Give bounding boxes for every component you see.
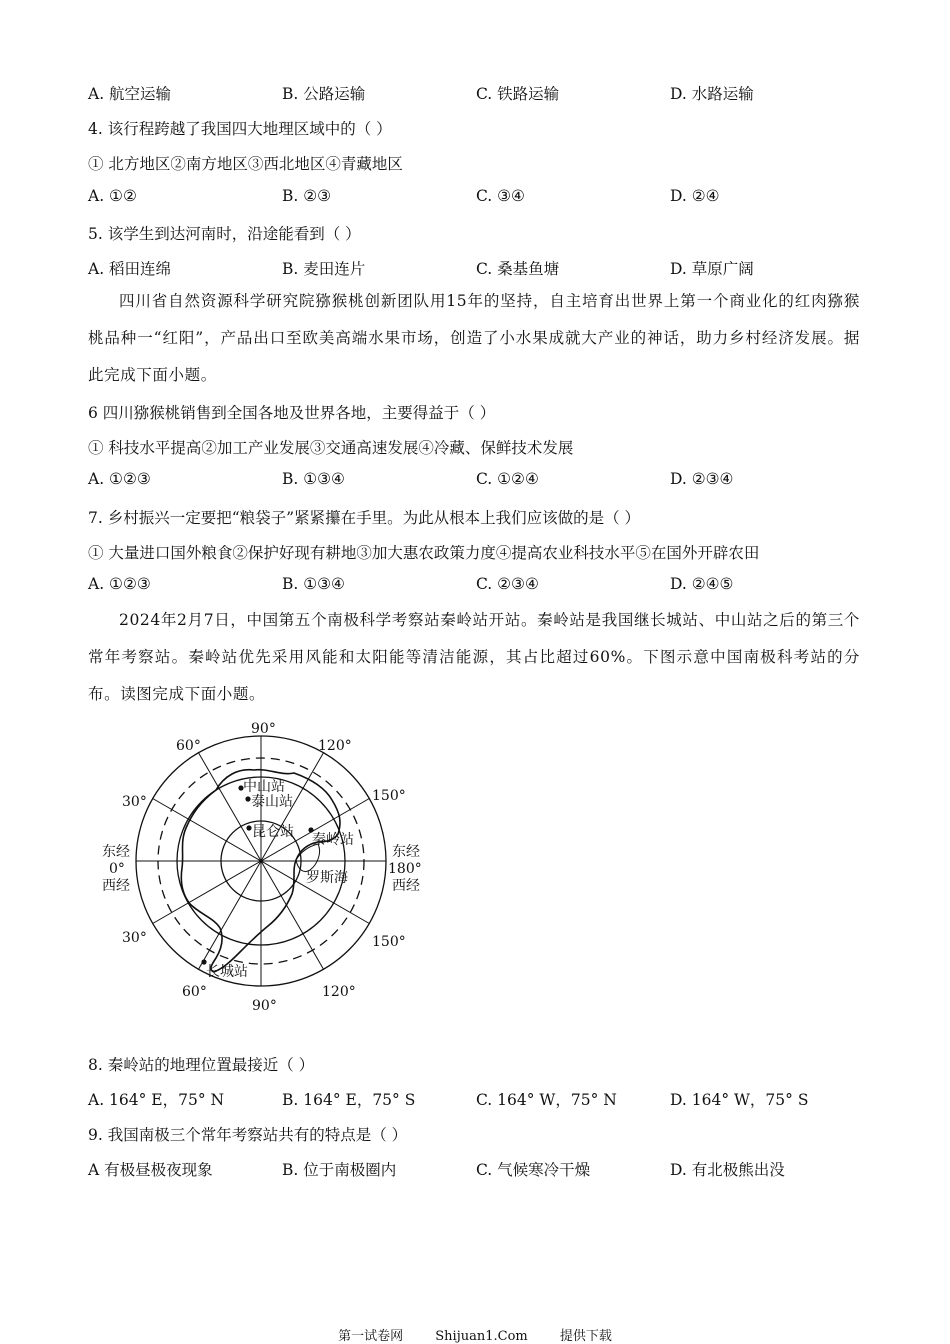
- q5-option-d: D. 草原广阔: [670, 260, 754, 278]
- taishan-station-marker: [245, 796, 250, 801]
- lon-label-0: 0°: [109, 861, 125, 877]
- q3-options: [88, 82, 868, 104]
- q4-option-c: C. ③④: [476, 187, 525, 205]
- q6-option-c: C. ①②④: [476, 470, 539, 488]
- meridian-lines: [136, 736, 386, 986]
- lon-label-90-bottom: 90°: [252, 998, 277, 1014]
- q5-option-b: B. 麦田连片: [282, 260, 366, 278]
- q6-stem: 6 四川猕猴桃销售到全国各地及世界各地，主要得益于（ ）: [88, 404, 496, 422]
- q8-option-d: D. 164° W，75° S: [670, 1091, 809, 1109]
- zhongshan-station-label: 中山站: [243, 779, 285, 795]
- q7-items: ① 大量进口国外粮食②保护好现有耕地③加大惠农政策力度④提高农业科技水平⑤在国外开辟农田: [88, 544, 760, 562]
- q9-options: [88, 1158, 868, 1180]
- q6-items: ① 科技水平提高②加工产业发展③交通高速发展④冷藏、保鲜技术发展: [88, 439, 574, 457]
- antarctic-station-map: [96, 718, 426, 1018]
- q9-option-c: C. 气候寒冷干燥: [476, 1161, 591, 1179]
- q3-option-a: A. 航空运输: [88, 85, 172, 103]
- q7-option-a: A. ①②③: [88, 575, 151, 593]
- kunlun-station-marker: [246, 825, 251, 830]
- q9-stem: 9. 我国南极三个常年考察站共有的特点是（ ）: [88, 1126, 408, 1144]
- q4-option-d: D. ②④: [670, 187, 720, 205]
- west-label-left: 西经: [102, 878, 130, 894]
- q7-option-d: D. ②④⑤: [670, 575, 734, 593]
- q4-items: ① 北方地区②南方地区③西北地区④青藏地区: [88, 155, 403, 173]
- lon-label-120-top: 120°: [318, 738, 352, 754]
- q4-option-a: A. ①②: [88, 187, 137, 205]
- q4-stem: 4. 该行程跨越了我国四大地理区域中的（ ）: [88, 120, 392, 138]
- q4-option-b: B. ②③: [282, 187, 332, 205]
- ross-sea-label: 罗斯海: [306, 870, 348, 886]
- q3-option-d: D. 水路运输: [670, 85, 754, 103]
- lon-label-150-bottom: 150°: [372, 934, 406, 950]
- footer-note: 提供下载: [559, 1329, 612, 1344]
- west-label-right: 西经: [392, 878, 420, 894]
- q6-option-a: A. ①②③: [88, 470, 151, 488]
- lon-label-60-top: 60°: [176, 738, 201, 754]
- taishan-station-label: 泰山站: [251, 794, 293, 810]
- kunlun-station-label: 昆仑站: [252, 824, 294, 840]
- lon-label-60-bottom: 60°: [182, 984, 207, 1000]
- passage-antarctic: 2024年2月7日，中国第五个南极科学考察站秦岭站开站。秦岭站是我国继长城站、中山站之后的第三个常年考察站。秦岭站优先采用风能和太阳能等清洁能源，其占比超过60%。下图示意中国南极科考站的分布。读图完成下面小题。: [88, 611, 860, 703]
- q8-option-c: C. 164° W，75° N: [476, 1091, 617, 1109]
- q7-option-b: B. ①③④: [282, 575, 345, 593]
- page-footer: [0, 1325, 950, 1344]
- q5-options: [88, 257, 868, 279]
- lon-label-90-top: 90°: [251, 721, 276, 737]
- q7-stem: 7. 乡村振兴一定要把“粮袋子”紧紧攥在手里。为此从根本上我们应该做的是（ ）: [88, 509, 640, 527]
- lon-label-150-top: 150°: [372, 788, 406, 804]
- q3-option-c: C. 铁路运输: [476, 85, 560, 103]
- q8-option-b: B. 164° E，75° S: [282, 1091, 416, 1109]
- east-label-right: 东经: [392, 844, 420, 860]
- east-label-left: 东经: [102, 844, 130, 860]
- q6-options: [88, 470, 868, 492]
- q3-option-b: B. 公路运输: [282, 85, 366, 103]
- q6-option-d: D. ②③④: [670, 470, 734, 488]
- qinling-station-label: 秦岭站: [312, 832, 354, 848]
- q5-option-a: A. 稻田连绵: [88, 260, 172, 278]
- footer-site-url[interactable]: Shijuan1.Com: [435, 1329, 528, 1344]
- lon-label-30-top: 30°: [122, 794, 147, 810]
- q4-options: [88, 187, 868, 209]
- q9-option-d: D. 有北极熊出没: [670, 1161, 785, 1179]
- q7-option-c: C. ②③④: [476, 575, 539, 593]
- q8-stem: 8. 秦岭站的地理位置最接近（ ）: [88, 1056, 315, 1074]
- q8-option-a: A. 164° E，75° N: [88, 1091, 225, 1109]
- q6-option-b: B. ①③④: [282, 470, 345, 488]
- lon-label-30-bottom: 30°: [122, 930, 147, 946]
- q7-options: [88, 575, 868, 597]
- q8-options: [88, 1088, 868, 1110]
- q9-option-a: A 有极昼极夜现象: [88, 1161, 213, 1179]
- lon-label-120-bottom: 120°: [322, 984, 356, 1000]
- footer-site-name: 第一试卷网: [338, 1329, 404, 1344]
- q5-stem: 5. 该学生到达河南时，沿途能看到（ ）: [88, 225, 361, 243]
- q9-option-b: B. 位于南极圈内: [282, 1161, 397, 1179]
- passage-kiwifruit: 四川省自然资源科学研究院猕猴桃创新团队用15年的坚持，自主培育出世界上第一个商业化的红肉猕猴桃品种一“红阳”，产品出口至欧美高端水果市场，创造了小水果成就大产业的神话，助力乡村经济发展。据此完成下面小题。: [88, 292, 860, 384]
- q5-option-c: C. 桑基鱼塘: [476, 260, 560, 278]
- changcheng-station-label: 长城站: [206, 964, 248, 980]
- lon-label-180: 180°: [388, 861, 422, 877]
